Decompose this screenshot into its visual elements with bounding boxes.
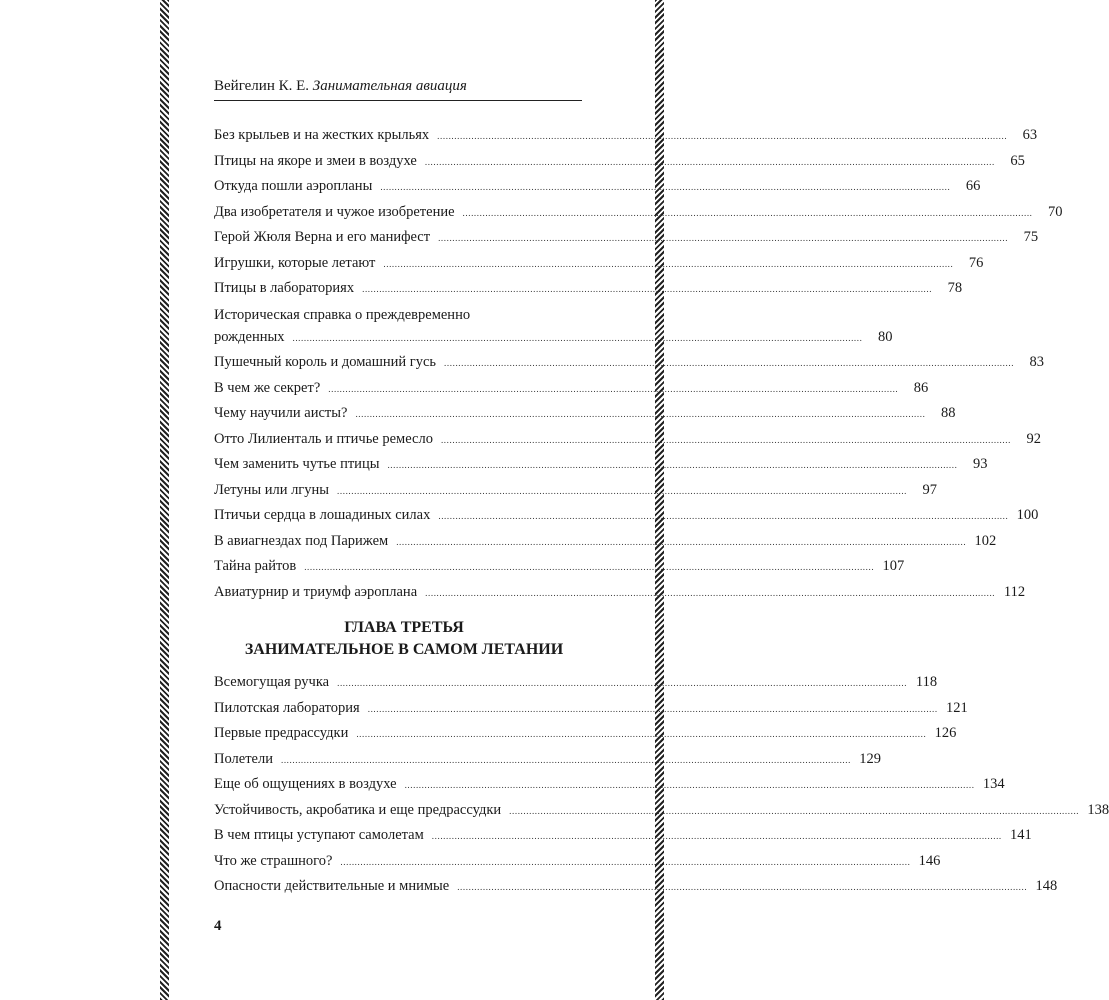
toc-entry-page-number: 118 [915,674,938,690]
dot-leader: ........................................................................................................................................................................................................ [396,536,967,547]
dot-leader: ........................................................................................................................................................................................................ [440,434,1011,445]
toc-entry[interactable] [214,747,881,773]
toc-entry-page-number: 146 [918,852,941,869]
dot-leader: ........................................................................................................................................................................................................ [337,678,908,688]
dot-leader: ........................................................................................................................................................................................................ [444,358,1015,368]
toc-entry-page-number: 86 [913,379,929,396]
toc-entry-title: Герой Жюля Верна и его манифест [214,229,431,245]
toc-entry[interactable] [214,350,1045,376]
toc-entry[interactable] [214,174,981,200]
toc-entry-page-number: 63 [1022,127,1038,143]
dot-leader: ........................................................................................................................................................................................................ [437,131,1008,141]
toc-entry-page-number: 66 [965,178,981,194]
toc-entry[interactable] [214,823,1032,849]
toc-entry-title: Отто Лилиенталь и птичье ремесло [214,430,433,447]
dot-leader: ........................................................................................................................................................................................................ [337,485,908,496]
toc-entry-title: Игрушки, которые летают [214,254,376,271]
toc-entry-page-number: 102 [974,532,997,549]
toc-entry-title: Птицы на якоре и змеи в воздухе [214,152,417,169]
header-author: Вейгелин К. Е. [214,78,310,94]
dot-leader: ........................................................................................................................................................................................................ [438,233,1009,243]
toc-entry[interactable] [214,696,968,722]
toc-entry-title: Птицы в лабораториях [214,280,355,296]
dot-leader: ........................................................................................................................................................................................................ [425,587,996,598]
toc-entry[interactable] [214,401,956,427]
toc-entry-page-number: 80 [877,328,893,345]
toc-entry-title: Без крыльев и на жестких крыльях [214,127,430,143]
toc-entry[interactable] [214,376,929,402]
toc-entry-title: Пилотская лаборатория [214,699,360,716]
chapter-heading [214,617,594,661]
dot-leader: ........................................................................................................................................................................................................ [424,156,995,167]
toc-entry[interactable] [214,478,938,504]
toc-entry[interactable] [214,225,1039,251]
dot-leader: ........................................................................................................................................................................................................ [404,780,975,790]
dot-leader: ........................................................................................................................................................................................................ [509,805,1080,816]
toc-entry[interactable] [214,251,984,277]
toc-entry-page-number: 75 [1023,229,1039,245]
toc-entry-title: Первые предрассудки [214,725,349,741]
toc-entry-title: Чем заменить чутье птицы [214,456,380,472]
toc-entry-page-number: 121 [945,699,968,716]
toc-entry-page-number: 78 [947,280,963,296]
toc-entry[interactable] [214,452,988,478]
dot-leader: ........................................................................................................................................................................................................ [380,182,951,192]
toc-entry-page-number: 97 [922,481,938,498]
header-book-title: Занимательная авиация [312,78,467,94]
toc-entry-title: Откуда пошли аэропланы [214,178,373,194]
toc-entry[interactable] [214,580,1026,606]
toc-entry[interactable] [214,554,905,580]
toc-entry-page-number: 83 [1029,354,1045,370]
toc-entry[interactable] [214,427,1041,453]
toc-entry-page-number: 107 [882,558,905,574]
toc-entry[interactable] [214,503,1039,529]
toc-entry[interactable] [214,798,1109,824]
toc-entry-title: рожденных [214,328,285,345]
dot-leader: ........................................................................................................................................................................................................ [355,409,926,419]
toc-entry[interactable] [214,874,1058,900]
dot-leader: ........................................................................................................................................................................................................ [431,831,1002,841]
dot-leader: ........................................................................................................................................................................................................ [362,284,933,294]
table-of-contents-part1 [214,123,1063,605]
toc-entry-title: Летуны или лгуны [214,481,330,498]
dot-leader: ........................................................................................................................................................................................................ [328,383,899,394]
toc-entry[interactable] [214,849,941,875]
chapter-number: ГЛАВА ТРЕТЬЯ [344,619,464,636]
dot-leader: ........................................................................................................................................................................................................ [356,729,927,739]
dot-leader: ........................................................................................................................................................................................................ [438,511,1009,521]
toc-entry-title: Тайна райтов [214,558,297,574]
dot-leader: ........................................................................................................................................................................................................ [457,882,1028,892]
toc-entry-title: Авиатурнир и триумф аэроплана [214,583,418,600]
toc-entry-title: Полетели [214,750,273,767]
toc-entry-page-number: 112 [1003,583,1026,600]
toc-entry-title: Всемогущая ручка [214,674,330,690]
toc-entry-title: Пушечный король и домашний гусь [214,354,437,370]
toc-entry[interactable] [214,276,963,302]
toc-entry[interactable] [214,529,997,555]
dot-leader: ........................................................................................................................................................................................................ [292,332,863,343]
toc-entry-page-number: 129 [859,750,881,767]
dot-leader: ........................................................................................................................................................................................................ [383,258,954,269]
toc-entry[interactable] [214,721,957,747]
table-of-contents-part2 [214,670,1109,900]
toc-entry-title: Два изобретателя и чужое изобретение [214,203,455,220]
toc-entry-page-number: 92 [1026,430,1041,447]
dot-leader: ........................................................................................................................................................................................................ [462,207,1033,218]
toc-entry-page-number: 100 [1016,507,1039,523]
dot-leader: ........................................................................................................................................................................................................ [280,754,851,765]
toc-entry-title: Чему научили аисты? [214,405,348,421]
toc-entry[interactable] [214,123,1038,149]
dot-leader: ........................................................................................................................................................................................................ [367,703,938,714]
toc-entry-title: Устойчивость, акробатика и еще предрассудки [214,801,502,818]
toc-entry-page-number: 138 [1087,801,1109,818]
toc-entry-page-number: 134 [982,776,1005,792]
toc-entry-page-number: 70 [1048,203,1063,220]
toc-entry-title-line1: Историческая справка о преждевременно [214,306,471,323]
toc-entry-title: Что же страшного? [214,852,333,869]
toc-entry[interactable] [214,149,1025,175]
toc-entry-page-number: 141 [1010,827,1032,843]
toc-entry-page-number: 76 [968,254,984,271]
toc-entry[interactable] [214,302,893,351]
toc-entry-title: Птичьи сердца в лошадиных силах [214,507,431,523]
toc-entry[interactable] [214,670,938,696]
toc-entry-page-number: 65 [1010,152,1025,169]
toc-entry-title: В авиагнездах под Парижем [214,532,389,549]
dot-leader: ........................................................................................................................................................................................................ [387,460,958,470]
toc-entry-page-number: 93 [972,456,988,472]
page-number: 4 [214,918,222,934]
toc-entry-page-number: 126 [934,725,957,741]
dot-leader: ........................................................................................................................................................................................................ [304,562,875,572]
chapter-title: ЗАНИМАТЕЛЬНОЕ В САМОМ ЛЕТАНИИ [244,641,564,658]
decorative-rope-border-left [160,0,169,1000]
toc-entry-title: В чем птицы уступают самолетам [214,827,424,843]
toc-entry-title: В чем же секрет? [214,379,321,396]
toc-entry-page-number: 148 [1035,878,1058,894]
toc-entry-page-number: 88 [940,405,956,421]
running-header [214,76,582,101]
toc-entry[interactable] [214,200,1063,226]
toc-entry-title: Опасности действительные и мнимые [214,878,450,894]
dot-leader: ........................................................................................................................................................................................................ [340,856,911,867]
toc-entry[interactable] [214,772,1005,798]
toc-entry-title: Еще об ощущениях в воздухе [214,776,397,792]
